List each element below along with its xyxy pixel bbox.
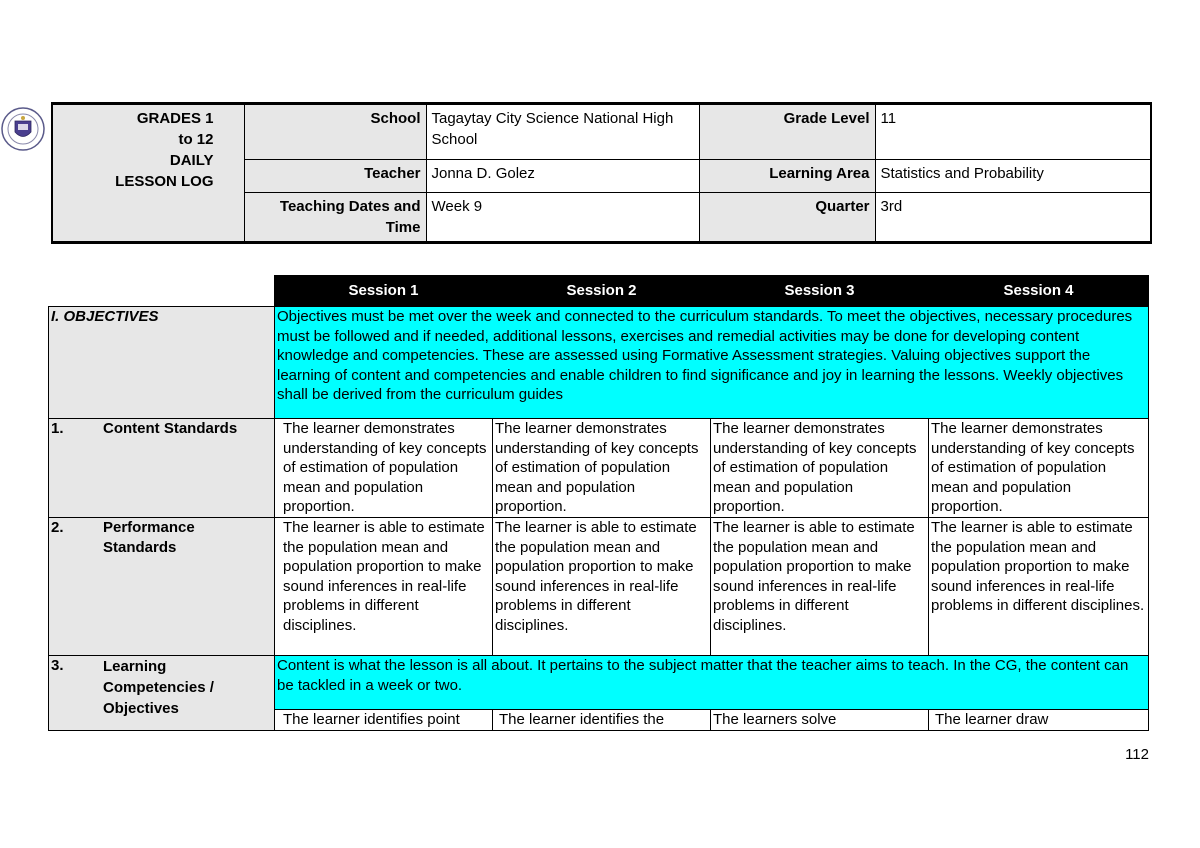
content-standards-cell: The learner demonstrates understanding of key concepts of estimation of population mean and population proportion. (929, 419, 1149, 518)
row-label: Learning Competencies / Objectives (103, 658, 214, 717)
row-label: Content Standards (103, 420, 238, 437)
page-number: 112 (1125, 746, 1149, 763)
performance-standards-cell: The learner is able to estimate the population mean and population proportion to make sound inferences in real-life problems in different disciplines. (275, 518, 493, 656)
school-value: Tagaytay City Science National High School (426, 104, 699, 160)
content-standards-cell: The learner demonstrates understanding of key concepts of estimation of population mean and population proportion. (275, 419, 493, 518)
performance-standards-cell: The learner is able to estimate the population mean and population proportion to make sound inferences in real-life problems in different disciplines. (929, 518, 1149, 656)
session-header: Session 3 (711, 276, 929, 307)
title-line: LESSON LOG (115, 173, 214, 190)
lesson-log-title (52, 104, 244, 243)
learning-competencies-cell: The learner identifies the (493, 710, 711, 731)
teaching-dates-label: Teaching Dates and Time (244, 193, 426, 243)
quarter-value: 3rd (875, 193, 1151, 243)
lesson-log-header-table (51, 102, 1152, 244)
objectives-description: Objectives must be met over the week and connected to the curriculum standards. To meet the objectives, necessary procedures must be followed and if needed, additional lessons, exercises and remedial activities may be done for developing content knowledge and competencies. These are assessed using Formative Assessment strategies. Valuing objectives support the learning of content and competencies and enable children to find significance and joy in learning the lessons. Weekly objectives shall be derived from the curriculum guides (275, 307, 1149, 419)
lesson-log-main-table (48, 275, 1149, 731)
teaching-dates-value: Week 9 (426, 193, 699, 243)
learning-competencies-cell: The learners solve (711, 710, 929, 731)
content-standards-label (49, 419, 275, 518)
content-standards-cell: The learner demonstrates understanding of key concepts of estimation of population mean and population proportion. (711, 419, 929, 518)
learning-competencies-description: Content is what the lesson is all about. It pertains to the subject matter that the teacher aims to teach. In the CG, the content can be tackled in a week or two. (275, 656, 1149, 710)
learning-competencies-cell: The learner draw (929, 710, 1149, 731)
deped-seal-logo (0, 104, 46, 154)
content-standards-cell: The learner demonstrates understanding of key concepts of estimation of population mean and population proportion. (493, 419, 711, 518)
row-number: 1. (51, 420, 64, 437)
learning-competencies-label (49, 656, 275, 731)
quarter-label: Quarter (699, 193, 875, 243)
row-label: Performance Standards (103, 519, 195, 556)
learning-area-value: Statistics and Probability (875, 160, 1151, 193)
performance-standards-cell: The learner is able to estimate the population mean and population proportion to make sound inferences in real-life problems in different disciplines. (493, 518, 711, 656)
grade-level-value: 11 (875, 104, 1151, 160)
title-line: GRADES 1 (136, 110, 214, 127)
grade-level-label: Grade Level (699, 104, 875, 160)
row-number: 2. (51, 519, 64, 536)
title-line: to 12 (178, 131, 214, 148)
session-header: Session 4 (929, 276, 1149, 307)
teacher-value: Jonna D. Golez (426, 160, 699, 193)
school-label: School (244, 104, 426, 160)
session-header: Session 2 (493, 276, 711, 307)
row-number: 3. (51, 657, 64, 674)
performance-standards-label (49, 518, 275, 656)
learning-competencies-cell: The learner identifies point (275, 710, 493, 731)
corner-blank (49, 276, 275, 307)
performance-standards-cell: The learner is able to estimate the population mean and population proportion to make sound inferences in real-life problems in different disciplines. (711, 518, 929, 656)
session-header: Session 1 (275, 276, 493, 307)
teacher-label: Teacher (244, 160, 426, 193)
objectives-label: I. OBJECTIVES (49, 307, 275, 419)
learning-area-label: Learning Area (699, 160, 875, 193)
title-line: DAILY (169, 152, 214, 169)
